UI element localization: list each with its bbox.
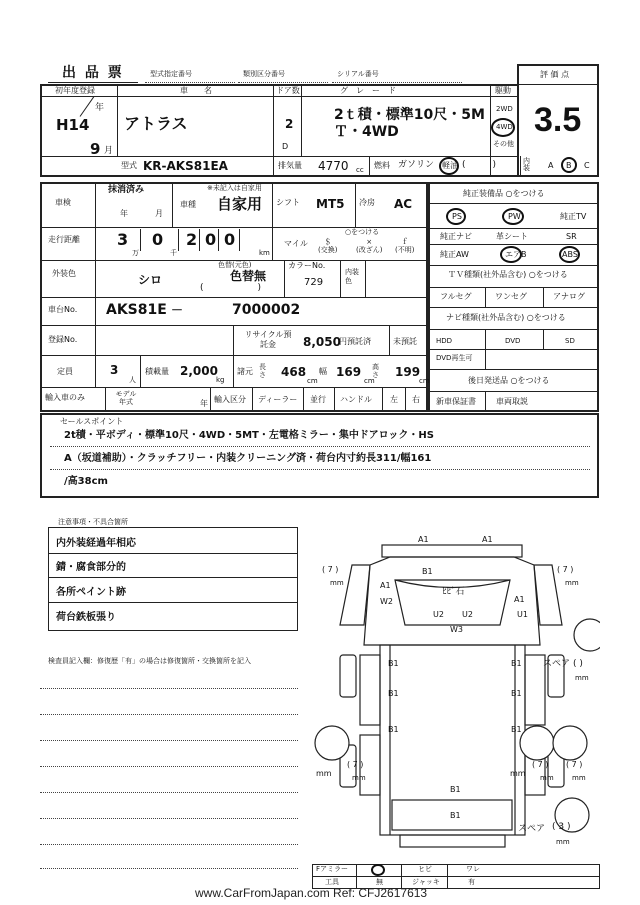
row2-line-4 (40, 325, 428, 326)
fuel-div (369, 156, 370, 177)
tv-header: ＴＶ種類(社外品含む) ○をつける (448, 270, 568, 279)
eq-line-10 (428, 391, 599, 392)
inspector-rule-5 (40, 792, 298, 793)
model-year-label: モデル年式 (115, 390, 137, 407)
shift-value: MT5 (316, 197, 345, 211)
tv-analog: アナログ (553, 292, 585, 301)
tire-rear-right-outer: ( 7 ) (566, 760, 583, 769)
fuel-paren: ( ) (462, 160, 497, 170)
footer-jack: ジャッキ (412, 878, 440, 886)
reg-div (95, 325, 96, 355)
eq-aw: 純正AW (440, 250, 469, 259)
height: 199 (395, 365, 421, 379)
mark-a1-left: A1 (380, 581, 391, 590)
door-count: 2 (285, 117, 294, 131)
title-underline (48, 82, 138, 83)
drive-2wd: 2WD (496, 105, 513, 113)
mark-b1-r2: B1 (511, 689, 522, 698)
later-div (485, 391, 486, 412)
spare-bottom-label: スペア (518, 824, 546, 834)
load-label: 積載量 (145, 367, 169, 376)
capacity-unit: 人 (129, 376, 136, 384)
inspector-rule-2 (40, 714, 298, 715)
mileage-digit-4: 0 (205, 230, 217, 249)
watermark: www.CarFromJapan.com Ref: CFJ2617613 (195, 886, 428, 900)
interior-b-circle (561, 157, 577, 173)
mark-w2: W2 (380, 597, 393, 606)
displacement-unit: cc (356, 166, 364, 174)
chassis-label: 車台No. (48, 305, 78, 314)
type-note: ※未記入は自家用 (207, 184, 262, 192)
inspector-label: 検査員記入欄：修復歴「有」の場合は修復箇所・交換箇所を記入 (48, 657, 251, 665)
mileage-div (95, 227, 96, 260)
month-unit: 月 (104, 146, 114, 156)
score-divider (517, 84, 599, 85)
import-parallel: 並行 (310, 395, 326, 404)
footer-tools: 工具 (325, 878, 339, 886)
displacement: 4770 (318, 159, 349, 173)
row1-mid-line (117, 156, 519, 157)
interior-a: A (548, 161, 554, 170)
length-unit: cm (307, 377, 318, 385)
inspection-month-unit: 月 (155, 209, 163, 218)
capacity-label: 定員 (57, 367, 73, 376)
digit-sep-4 (218, 229, 219, 251)
colorno-div (284, 260, 285, 297)
note-1: 内外装経過年相応 (56, 538, 136, 549)
footer-tools-value: 無 (376, 878, 383, 886)
later-header: 後日発送品 ○をつける (468, 376, 550, 385)
displacement-label: 排気量 (278, 161, 302, 170)
mileage-unknown: ｆ (不明) (395, 238, 415, 255)
capacity-div (95, 355, 96, 387)
chassis-div (95, 297, 96, 325)
imptype-div (210, 387, 211, 412)
width-label: 幅 (319, 367, 327, 376)
mileage-exchanged: ＄ (交換) (318, 238, 338, 255)
mark-b1-bottom: B1 (450, 785, 461, 794)
mark-a1-top-left: A1 (418, 535, 429, 544)
inspector-rule-4 (40, 766, 298, 767)
eq-pw-circle (502, 208, 524, 225)
std-equipment-header: 純正装備品 ○をつける (463, 189, 545, 198)
drive-label: 駆動 (495, 86, 511, 95)
load-capacity: 2,000 (180, 364, 218, 378)
score-label: 評 価 点 (540, 70, 570, 79)
fuel-gasoline: ガソリン (398, 160, 435, 170)
mark-b1-top: B1 (422, 567, 433, 576)
insp-div (95, 182, 96, 227)
eq-sr: SR (566, 232, 577, 241)
type-div (172, 182, 173, 227)
length-label: 長さ (259, 363, 266, 380)
fuel-label: 燃料 (374, 161, 390, 170)
car-name-label: 車 名 (180, 86, 212, 95)
eq-abs-circle (559, 246, 580, 263)
disp-div (273, 156, 274, 177)
dvd-div (485, 349, 486, 369)
mileage-km: km (259, 249, 270, 257)
chassis-prefix: AKS81E (106, 302, 167, 318)
mile-div (272, 227, 273, 260)
tire-rr-mm: mm (540, 774, 554, 782)
sales-rule-1 (50, 446, 590, 447)
shift-label: シフト (276, 198, 300, 207)
inspector-rule-6 (40, 818, 298, 819)
drive-4wd: 4WD (496, 123, 513, 131)
type-cert-line (145, 82, 235, 83)
exterior-color: シロ (138, 273, 163, 287)
handle-div (334, 387, 335, 412)
spare-top-mm: mm (575, 674, 589, 682)
dealer-div (252, 387, 253, 412)
mark-u1: U1 (517, 610, 528, 619)
intcolor-div2 (365, 260, 366, 297)
footer-break: ワレ (466, 865, 480, 873)
eq-line-3 (428, 244, 599, 245)
mileage-digit-2: 0 (152, 230, 164, 249)
height-label: 高さ (372, 363, 379, 380)
navi-div-1 (485, 329, 486, 349)
mileage-digit-5: 0 (224, 230, 236, 249)
doors-label: ドア数 (276, 86, 300, 95)
navi-header: ナビ種類(社外品含む) ○をつける (446, 313, 566, 322)
mark-w3: W3 (450, 625, 463, 634)
eq-line-7 (428, 329, 599, 330)
interior-b: B (566, 161, 572, 170)
eq-ps: PS (452, 212, 462, 221)
spare-bottom-mm: mm (556, 838, 570, 846)
inspection-year-unit: 年 (120, 209, 128, 218)
grade-line-1: 2ｔ積・標準10尺・5M (334, 107, 485, 123)
recycle-div (233, 325, 234, 355)
later-manual: 車両取説 (496, 397, 528, 406)
import-dealer: ディーラー (258, 395, 298, 404)
interior-color-label: 内装色 (345, 268, 359, 286)
import-type-label: 輸入区分 (214, 395, 246, 404)
grade-line-2: Ｔ・4WD (334, 124, 399, 140)
class-code-line (238, 82, 328, 83)
eq-line-8 (428, 349, 599, 350)
note-2: 錆・腐食部分的 (56, 562, 126, 573)
inspection-label: 車検 (55, 198, 71, 207)
tv-fullseg: フルセグ (440, 292, 472, 301)
later-warranty: 新車保証書 (436, 397, 476, 406)
handle-left: 左 (390, 395, 398, 404)
doors-unit: D (282, 142, 289, 151)
eq-airbag: エアB (505, 250, 527, 259)
mark-a1-right: A1 (514, 595, 525, 604)
note-rule-3 (48, 602, 298, 603)
load-unit: kg (216, 376, 225, 384)
car-name: アトラス (124, 114, 188, 133)
col-div-2 (273, 84, 274, 156)
mark-b1-r3: B1 (511, 725, 522, 734)
color-div (95, 260, 96, 297)
interior-c: C (584, 161, 590, 170)
eq-airbag-circle (500, 246, 522, 263)
model-code: KR-AKS81EA (143, 159, 228, 173)
sales-line-2: A（坂道補助）・クラッチフリー・内装クリーニング済・荷台内寸約長311/幅161 (64, 453, 432, 464)
color-orig-paren: ( ) (200, 283, 262, 293)
fuel-diesel: 軽油 (442, 161, 458, 170)
footer-mirror-circle (371, 864, 385, 876)
mileage-digit-3: 2 (186, 230, 198, 249)
capacity: 3 (110, 363, 119, 377)
drive-4wd-circle (491, 118, 515, 137)
mark-b1-bottom-2: B1 (450, 811, 461, 820)
tire-rear-left-outer-mm: mm (316, 769, 332, 778)
tire-rear-right-inner-mm: mm (510, 769, 526, 778)
mark-b1-l1: B1 (388, 659, 399, 668)
tire-front-left: ( 7 ) (322, 565, 339, 574)
fuel-diesel-circle (439, 157, 459, 175)
left-div (382, 387, 383, 412)
mileage-tampered: × (改ざん) (356, 238, 383, 255)
eq-ps-circle (446, 208, 466, 225)
navi-sd: SD (565, 337, 575, 345)
navi-div-2 (543, 329, 544, 349)
mark-b1-l2: B1 (388, 689, 399, 698)
serial-label: シリアル番号 (337, 70, 379, 78)
import-label: 輸入車のみ (45, 393, 85, 402)
grade-col-label: グ レ ー ド (340, 86, 396, 95)
note-3: 各所ペイント跡 (56, 587, 126, 598)
recycle-none: 未預託 (393, 337, 417, 346)
tire-rear-right: ( 7 ) (532, 760, 549, 769)
mark-b1-l3: B1 (388, 725, 399, 734)
tire-fr-mm: mm (565, 579, 579, 587)
shift-div (272, 182, 273, 227)
footer-crack: ヒビ (418, 865, 432, 873)
tire-rear-left: ( 7 ) (347, 760, 364, 769)
mileage-check-header: ○をつける (345, 228, 380, 236)
color-label: 外装色 (52, 269, 76, 278)
eq-abs: ABS (562, 250, 578, 259)
tire-rl-mm: mm (352, 774, 366, 782)
eq-leather: 革シート (496, 232, 528, 241)
note-rule-1 (48, 553, 298, 554)
tire-fl-mm: mm (330, 579, 344, 587)
type-label: 車種 (180, 200, 196, 209)
handle-right: 右 (412, 395, 420, 404)
recycle-label: リサイクル預託金 (244, 330, 292, 349)
color-no-label: カラーNo. (288, 261, 326, 270)
height-unit: cm (419, 377, 430, 385)
mileage-sen: 千 (170, 249, 177, 257)
digit-sep-1 (140, 229, 141, 251)
width: 169 (336, 365, 362, 379)
year-unit: 年 (95, 103, 105, 113)
col-div-3 (301, 84, 302, 156)
color-orig-value: 色替無 (230, 269, 267, 283)
sales-line-3: /高38cm (64, 476, 108, 487)
chassis-number: 7000002 (232, 302, 301, 318)
row2-line-6 (40, 387, 428, 388)
eq-line-4 (428, 265, 599, 266)
width-unit: cm (364, 377, 375, 385)
mileage-label: 走行距離 (48, 235, 80, 244)
first-reg-era: H14 (56, 116, 90, 134)
eq-line-2 (428, 228, 599, 229)
dvd-playback: DVD再生可 (436, 354, 473, 362)
tv-div-2 (543, 287, 544, 307)
spare-top-label: スペア (543, 659, 571, 669)
ac-div (355, 182, 356, 227)
intcolor-div (340, 260, 341, 297)
model-year-unit: 年 (200, 399, 208, 408)
row1-header-line (40, 96, 519, 97)
color-no: 729 (304, 277, 324, 288)
mark-u2-b: U2 (462, 610, 473, 619)
first-reg-month: 9 (90, 140, 101, 158)
navi-hdd: HDD (436, 337, 453, 345)
mile-label: マイル (284, 239, 308, 248)
eq-line-9 (428, 369, 599, 370)
eq-line-1 (428, 203, 599, 204)
model-label: 型式 (121, 161, 137, 170)
evaluation-score: 3.5 (534, 101, 582, 139)
recycle-none-div (389, 325, 390, 355)
col-div-1 (117, 84, 118, 156)
recycle-fee: 8,050 (303, 335, 341, 349)
first-reg-label: 初年度登録 (55, 86, 95, 95)
footer-jack-value: 有 (468, 878, 475, 886)
serial-line (332, 82, 462, 83)
reg-label: 登録No. (48, 335, 78, 344)
interior-label: 内装 (523, 157, 530, 172)
parallel-div (303, 387, 304, 412)
digit-sep-5 (239, 229, 240, 251)
vehicle-type: 自家用 (217, 195, 263, 213)
eq-line-6 (428, 307, 599, 308)
mileage-digit-1: 3 (117, 230, 129, 249)
class-code-label: 類別区分番号 (243, 70, 285, 78)
chassis-dash: － (171, 303, 184, 317)
note-4: 荷台鉄板張り (56, 612, 116, 623)
digit-sep-3 (199, 229, 200, 251)
mark-chip: ﾋﾋﾞ石 (442, 587, 465, 597)
navi-dvd: DVD (505, 337, 521, 345)
tv-div-1 (485, 287, 486, 307)
inspector-rule-3 (40, 740, 298, 741)
notes-label: 注意事項・不具合箇所 (58, 518, 128, 526)
note-rule-2 (48, 577, 298, 578)
import-div (105, 387, 106, 412)
spare-bottom-value: ( 3 ) (552, 822, 571, 832)
eq-navi: 純正ナビ (440, 232, 472, 241)
mark-u2-a: U2 (433, 610, 444, 619)
tire-front-right: ( 7 ) (557, 565, 574, 574)
sales-rule-2 (50, 469, 590, 470)
color-orig-label: 色替(元色) (218, 261, 252, 269)
interior-div (520, 156, 521, 177)
tire-rr2-mm: mm (572, 774, 586, 782)
inspector-rule-7 (40, 844, 298, 845)
dims-div (233, 355, 234, 387)
footer-div-3 (447, 864, 448, 889)
row1-mid-line-left (40, 156, 117, 157)
footer-mirror: Fアミラー (316, 865, 349, 873)
spare-top-value: ( ) (573, 659, 583, 669)
eq-pw: PW (508, 212, 521, 221)
inspector-rule-1 (40, 688, 298, 689)
length: 468 (281, 365, 307, 379)
row2-line-3 (40, 297, 428, 298)
sales-label: セールスポイント (60, 417, 124, 426)
dims-label: 諸元 (237, 367, 253, 376)
load-div (140, 355, 141, 387)
ac-value: AC (394, 197, 413, 211)
type-cert-label: 型式指定番号 (150, 70, 192, 78)
drive-other: その他 (493, 140, 514, 148)
eq-line-5 (428, 287, 599, 288)
sales-line-1: 2t積・平ボディ・標準10尺・4WD・5MT・左電格ミラー・集中ドアロック・HS (64, 430, 434, 441)
ac-label: 冷房 (359, 198, 375, 207)
digit-sep-2 (178, 229, 179, 251)
row2-line-5 (40, 355, 428, 356)
mark-b1-r1: B1 (511, 659, 522, 668)
handle-label: ハンドル (340, 395, 372, 404)
mark-a1-top-right: A1 (482, 535, 493, 544)
recycle-unit: 円預託済 (339, 337, 371, 346)
tv-oneseg: ワンセグ (495, 292, 527, 301)
inspection-value: 抹消済み (108, 185, 145, 195)
inspector-rule-8 (40, 868, 298, 869)
form-title: 出 品 票 (62, 65, 124, 81)
right-div (405, 387, 406, 412)
eq-tv: 純正TV (560, 212, 587, 221)
mileage-man: 万 (132, 249, 139, 257)
